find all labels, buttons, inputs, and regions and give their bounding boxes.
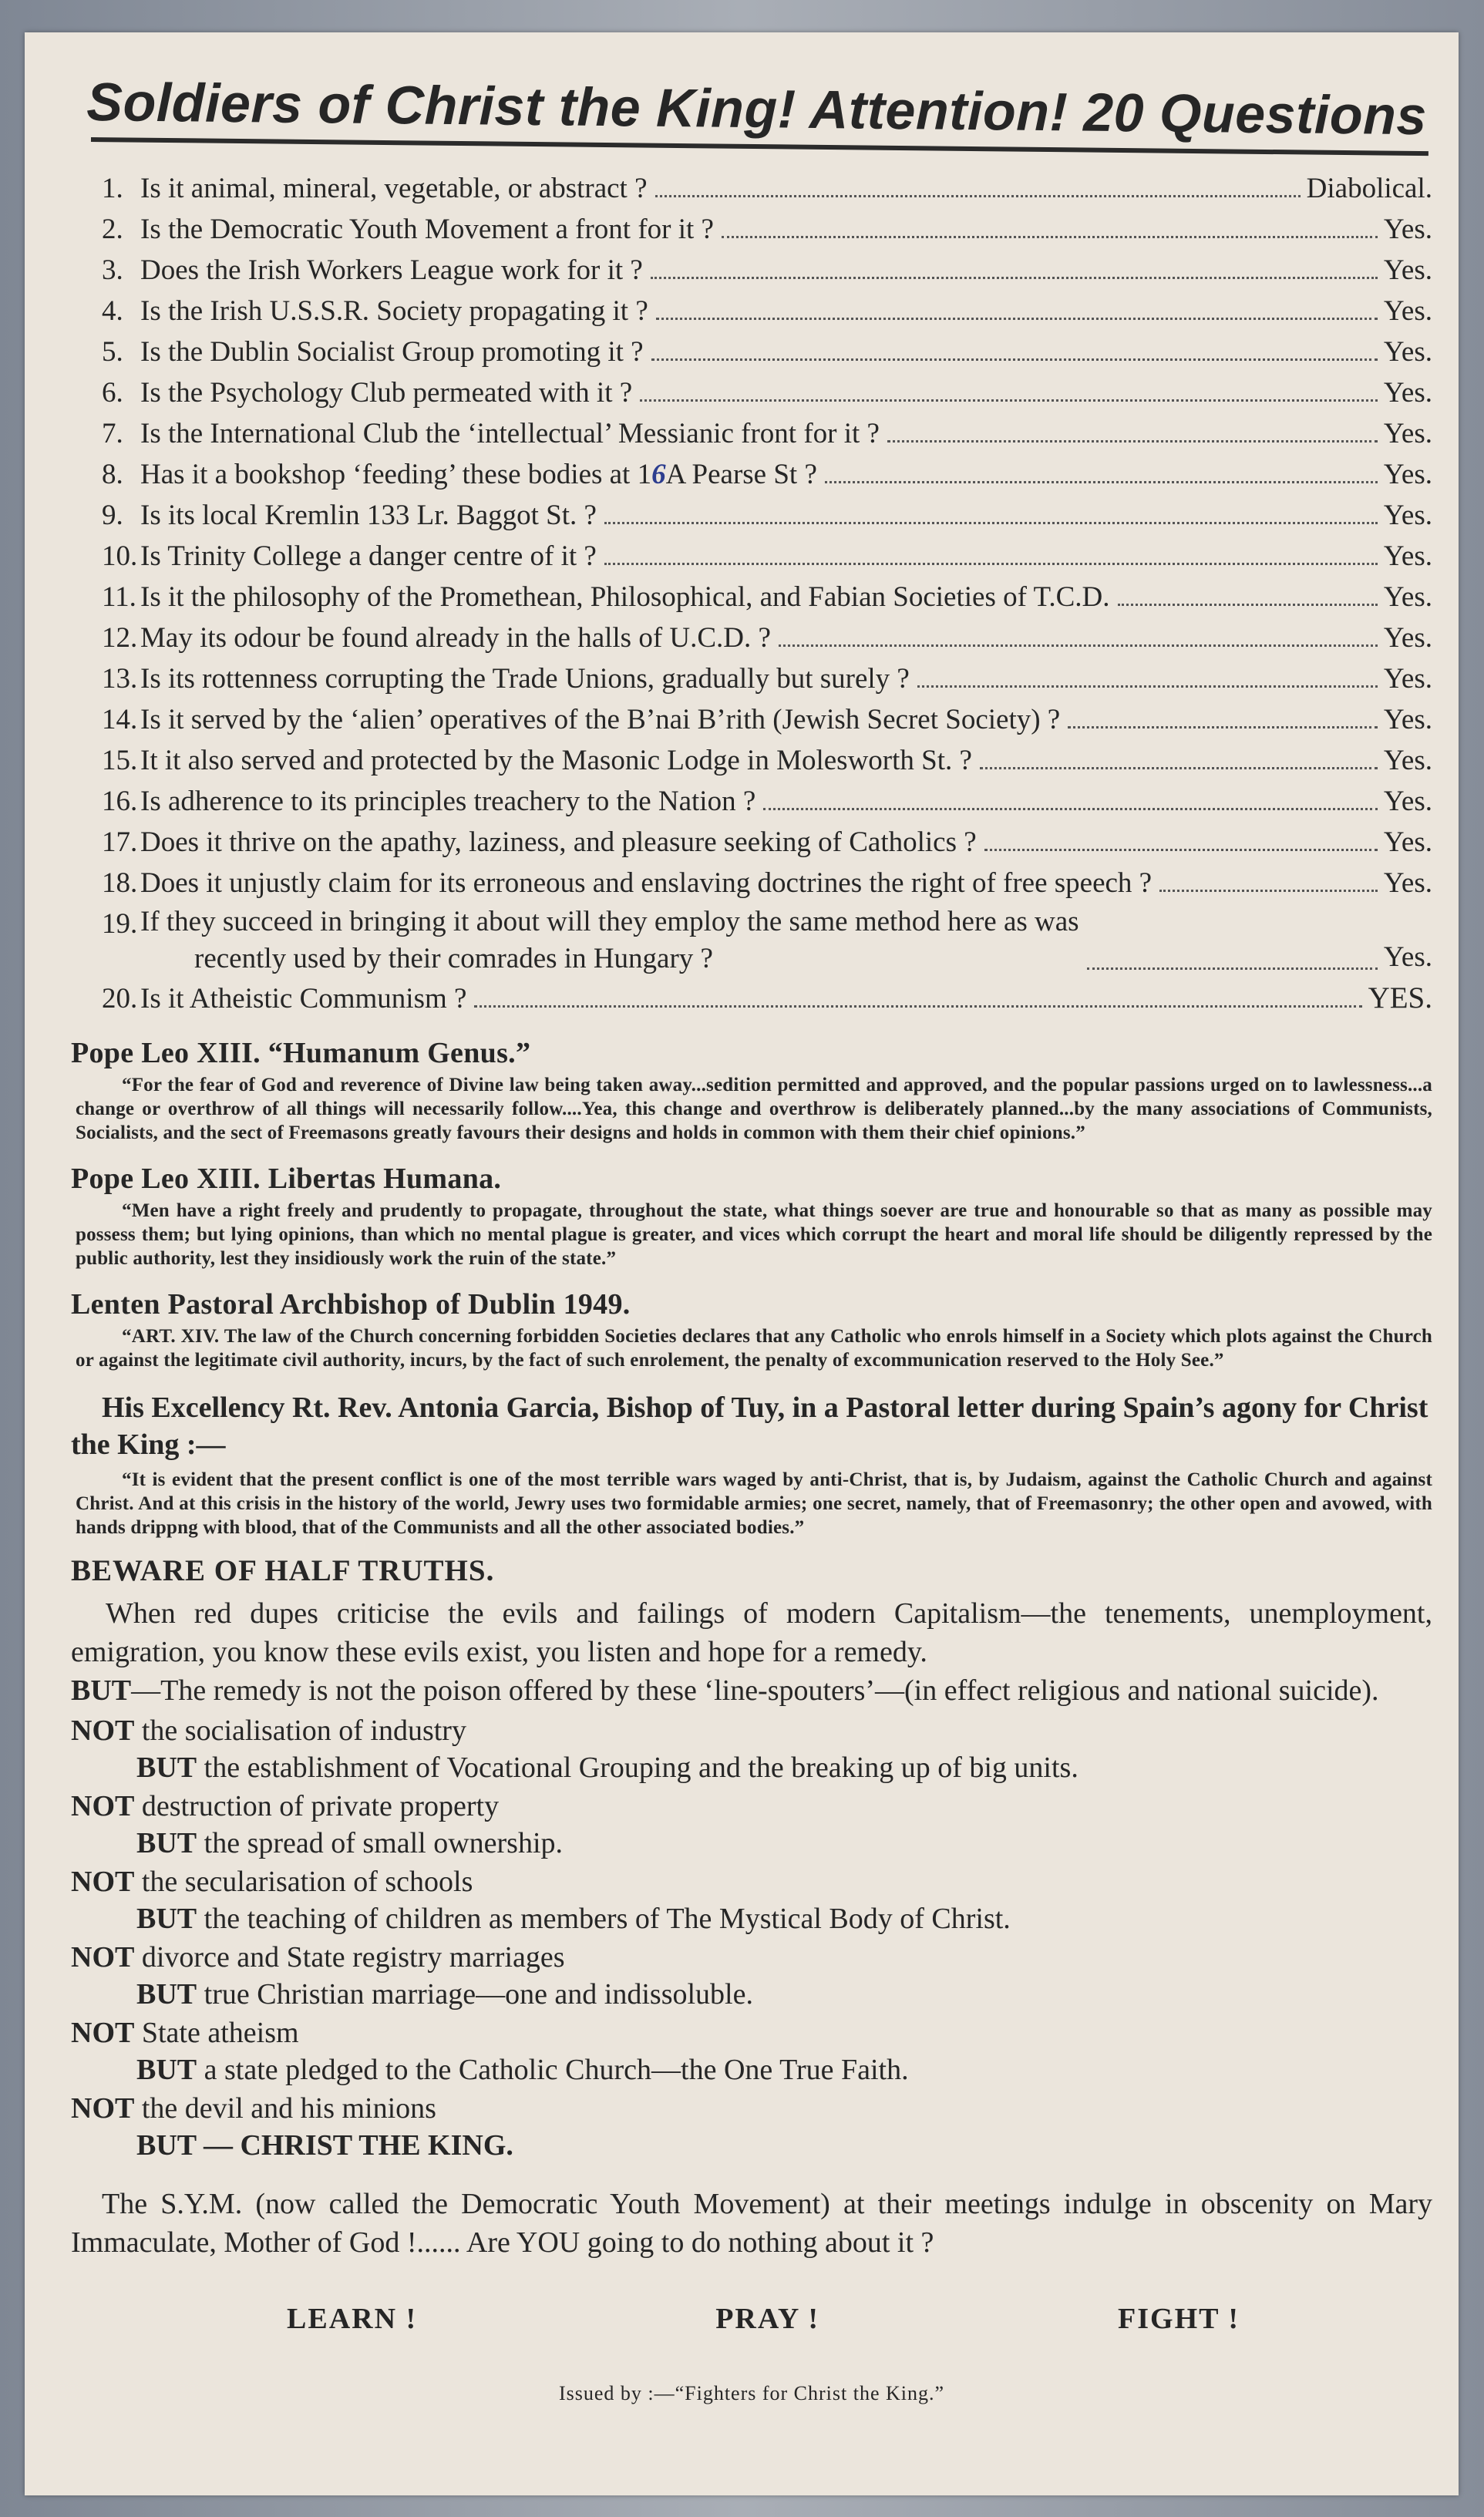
question-text: Is adherence to its principles treachery to the Nation ? [140,786,756,817]
question-answer: Yes. [1383,704,1432,735]
not-text: the devil and his minions [141,2092,436,2125]
dot-leader [980,767,1378,769]
dot-leader [722,236,1378,238]
question-number: 17. [102,826,138,858]
dot-leader [763,808,1378,810]
dot-leader [1068,726,1378,729]
question-item [71,372,1432,413]
slogan-learn: LEARN ! [287,2303,418,2335]
quote-heading: His Excellency Rt. Rev. Antonia Garcia, Bishop of Tuy, in a Pastoral letter during Spain’s agony for Christ the King :— [71,1391,1428,1461]
question-text: Is the Irish U.S.S.R. Society propagating it ? [140,295,648,327]
question-answer: Yes. [1383,214,1432,245]
question-text-part: Has it a bookshop ‘feeding’ these bodies at 1 [140,459,652,490]
question-text: Is the Psychology Club permeated with it ? [140,377,633,409]
question-item [71,658,1432,699]
not-word: NOT [71,1714,135,1747]
question-text: Does it unjustly claim for its erroneous and enslaving doctrines the right of free speech ? [140,867,1153,899]
question-number: 12. [102,622,138,654]
but-line [136,1977,1432,2012]
but-text: the spread of small ownership. [204,1827,564,1859]
question-item [71,454,1432,495]
question-answer: Yes. [1383,581,1432,613]
question-number: 5. [102,336,123,368]
not-word: NOT [71,2017,135,2049]
question-number: 11. [102,581,136,613]
dot-leader [1087,967,1378,970]
not-text: destruction of private property [141,1790,500,1822]
question-answer: Yes. [1383,826,1432,858]
question-item [71,699,1432,740]
question-number: 19. [102,908,138,940]
not-line [71,2015,1432,2051]
dot-leader [655,195,1301,197]
quote-heading: Lenten Pastoral Archbishop of Dublin 1949. [71,1288,631,1321]
question-answer: Yes. [1383,663,1432,695]
not-line [71,1713,1432,1748]
dot-leader [651,358,1378,361]
question-answer: Yes. [1383,418,1432,449]
not-line [71,1940,1432,1975]
question-answer: Yes. [1383,941,1432,973]
dot-leader [779,644,1378,647]
question-item [71,536,1432,577]
question-number: 8. [102,459,123,490]
not-word: NOT [71,1941,135,1974]
question-text: Is the Democratic Youth Movement a front for it ? [140,214,714,245]
question-answer: Yes. [1383,500,1432,531]
question-text: Is it the philosophy of the Promethean, Philosophical, and Fabian Societies of T.C.D. [140,581,1110,613]
question-number: 6. [102,377,123,409]
dot-leader [1118,604,1378,606]
question-item [71,740,1432,781]
question-number: 20. [102,983,138,1015]
question-text-line: recently used by their comrades in Hungary ? [194,943,713,974]
but-text: the teaching of children as members of The Mystical Body of Christ. [204,1903,1011,1935]
but-word: BUT [136,1827,197,1859]
not-text: divorce and State registry marriages [141,1941,565,1974]
dot-leader [640,399,1378,402]
question-answer: Yes. [1383,540,1432,572]
dot-leader [656,318,1378,320]
but-line [136,2128,1432,2163]
but-paragraph-text: —The remedy is not the poison offered by these ‘line-spouters’—(in effect religious and national suicide). [131,1674,1379,1707]
question-item [71,209,1432,250]
question-item [71,168,1432,209]
handwritten-correction: 6 [651,459,666,490]
but-line [136,1825,1432,1861]
question-text: Does it thrive on the apathy, laziness, and pleasure seeking of Catholics ? [140,826,977,858]
question-answer: Yes. [1383,254,1432,286]
question-number: 4. [102,295,123,327]
question-number: 3. [102,254,123,286]
question-text [140,454,817,495]
question-text-line: If they succeed in bringing it about will they employ the same method here as was [140,906,1079,937]
but-text: true Christian marriage—one and indissoluble. [204,1978,753,2011]
but-paragraph [71,1671,1432,1710]
beware-paragraph: When red dupes criticise the evils and failings of modern Capitalism—the tenements, unemployment, emigration, you know these evils exist, you listen and hope for a remedy. [71,1597,1432,1668]
question-text: Is it served by the ‘alien’ operatives of the B’nai B’rith (Jewish Secret Society) ? [140,704,1061,735]
not-line [71,2091,1432,2126]
question-list [71,168,1432,1019]
but-line [136,1901,1432,1937]
but-word: BUT [136,1903,197,1935]
question-answer: Yes. [1383,745,1432,776]
question-item [71,250,1432,291]
question-text: Is the International Club the ‘intellectual’ Messianic front for it ? [140,418,880,449]
not-line [71,1864,1432,1900]
question-item [71,863,1432,903]
question-item [71,781,1432,822]
question-number: 1. [102,173,123,204]
beware-heading: BEWARE OF HALF TRUTHS. [71,1554,495,1587]
question-answer: Yes. [1383,622,1432,654]
question-answer: Yes. [1383,867,1432,899]
question-item [71,617,1432,658]
question-item [71,331,1432,372]
dot-leader [604,563,1378,565]
question-text: May its odour be found already in the halls of U.C.D. ? [140,622,771,654]
question-answer: Yes. [1383,336,1432,368]
question-number: 2. [102,214,123,245]
but-lead: BUT [71,1674,132,1707]
not-word: NOT [71,2092,135,2125]
but-text: a state pledged to the Catholic Church—the One True Faith. [204,2054,909,2086]
but-word: BUT [136,1751,197,1784]
question-item [71,495,1432,536]
question-number: 18. [102,867,138,899]
question-answer: Yes. [1383,295,1432,327]
question-text: Is it animal, mineral, vegetable, or abstract ? [140,173,648,204]
dot-leader [651,277,1378,279]
question-number: 9. [102,500,123,531]
not-word: NOT [71,1866,135,1898]
dot-leader [1159,890,1378,892]
slogan-fight: FIGHT ! [1118,2303,1240,2335]
question-number: 15. [102,745,138,776]
quote-body: “Men have a right freely and prudently to propagate, throughout the state, what things soever are true and honourable so that as many as possible may possess them; but lying opinions, than which no mental plague is greater, and vices which corrupt the heart and moral life should be diligently repressed by the public authority, lest they insidiously work the ruin of the state.” [76,1200,1432,1269]
but-word: BUT — CHRIST THE KING. [136,2129,513,2162]
question-item [71,413,1432,454]
question-item [71,903,1432,978]
slogan-pray: PRAY ! [715,2303,820,2335]
question-number: 14. [102,704,138,735]
quote-body: “ART. XIV. The law of the Church concerning forbidden Societies declares that any Catholic who enrols himself in a Society which plots against the Church or against the legitimate civil authority, incurs, by the fact of such enrolement, the penalty of excommunication reserved to the Holy See.” [76,1326,1432,1371]
question-answer: Yes. [1383,459,1432,490]
question-text: It it also served and protected by the Masonic Lodge in Molesworth St. ? [140,745,972,776]
question-number: 13. [102,663,138,695]
question-item [71,978,1432,1019]
question-text: Is the Dublin Socialist Group promoting it ? [140,336,644,368]
question-text-part: A Pearse St ? [665,459,817,490]
quote-body: “For the fear of God and reverence of Divine law being taken away...sedition permitted and approved, and the popular passions urged on to lawlessness...a change or overthrow of all things will necessarily follow....Yea, this change and overthrow is deliberately planned...by the many associations of Communists, Socialists, and the sect of Freemasons greatly favours their designs and holds in common with them their chief opinions.” [76,1075,1432,1143]
question-answer: Yes. [1383,377,1432,409]
question-text: Is it Atheistic Communism ? [140,983,467,1015]
question-number: 16. [102,786,138,817]
leaflet-sheet [25,32,1459,2495]
question-item [71,577,1432,617]
question-number: 7. [102,418,123,449]
dot-leader [825,481,1378,483]
question-item [71,291,1432,331]
question-text [140,903,1079,978]
not-text: the socialisation of industry [141,1714,466,1747]
question-text: Is its local Kremlin 133 Lr. Baggot St. ? [140,500,597,531]
question-text: Is its rottenness corrupting the Trade Unions, gradually but surely ? [140,663,910,695]
question-item [71,822,1432,863]
question-text: Is Trinity College a danger centre of it ? [140,540,597,572]
question-answer: Diabolical. [1306,173,1432,204]
contrast-list [71,1713,1432,2163]
not-line [71,1788,1432,1824]
but-word: BUT [136,2054,197,2086]
quote-heading: Pope Leo XIII. “Humanum Genus.” [71,1037,531,1069]
not-text: State atheism [141,2017,299,2049]
but-line [136,1750,1432,1785]
dot-leader [474,1005,1361,1008]
dot-leader [917,685,1378,688]
but-text: the establishment of Vocational Grouping and the breaking up of big units. [204,1751,1079,1784]
dot-leader [887,440,1378,442]
but-line [136,2052,1432,2088]
issued-by-line: Issued by :—“Fighters for Christ the King.” [558,2382,945,2404]
slogan-row [71,2302,1432,2336]
not-word: NOT [71,1790,135,1822]
question-number: 10. [102,540,138,572]
dot-leader [984,849,1378,851]
quote-heading: Pope Leo XIII. Libertas Humana. [71,1163,502,1195]
dot-leader [604,522,1378,524]
quote-body: “It is evident that the present conflict is one of the most terrible wars waged by anti-Christ, that is, by Judaism, against the Catholic Church and against Christ. And at this crisis in the history of the world, Jewry uses two formidable armies; one secret, namely, that of Freemasonry; the other open and avowed, with hands drippng with blood, that of the Communists and all the other associated bodies.” [76,1469,1432,1538]
leaflet-title: Soldiers of Christ the King! Attention! 20 Questions [86,72,1428,146]
question-answer: YES. [1368,981,1432,1015]
final-paragraph: The S.Y.M. (now called the Democratic Youth Movement) at their meetings indulge in obscenity on Mary Immaculate, Mother of God !...... Are YOU going to do nothing about it ? [71,2188,1432,2259]
but-word: BUT [136,1978,197,2011]
question-answer: Yes. [1383,786,1432,817]
question-text: Does the Irish Workers League work for it ? [140,254,643,286]
not-text: the secularisation of schools [141,1866,473,1898]
